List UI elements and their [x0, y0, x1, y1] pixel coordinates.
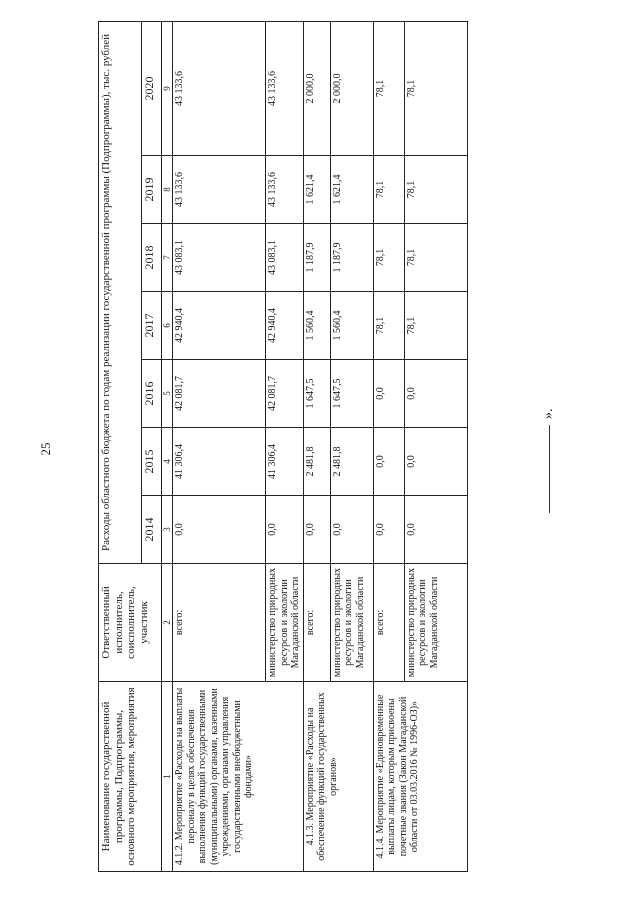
value-cell: 41 306,4 — [266, 428, 304, 496]
column-number: 5 — [162, 360, 173, 428]
value-cell: 78,1 — [404, 292, 467, 360]
header-name: Наименование государственной программы, Подпрограммы, основного мероприятия, мероприятия — [99, 682, 162, 872]
table-row — [303, 21, 330, 871]
value-cell: 1 560,4 — [330, 292, 373, 360]
value-cell: 0,0 — [373, 428, 404, 496]
activity-name: 4.1.2. Мероприятие «Расходы на выплаты персоналу в целях обеспечения выполнения функций государственными (муниципальными) органами, казенными учреждениями, органами управления государственными внебюджетными фондами» — [173, 682, 304, 872]
value-cell: 0,0 — [373, 360, 404, 428]
value-cell: 78,1 — [373, 224, 404, 292]
value-cell: 0,0 — [404, 428, 467, 496]
responsible-cell: всего: — [373, 564, 404, 682]
value-cell: 43 083,1 — [266, 224, 304, 292]
value-cell: 78,1 — [373, 21, 404, 155]
responsible-cell: всего: — [173, 564, 266, 682]
responsible-cell: министерство природных ресурсов и экологии Магаданской области — [266, 564, 304, 682]
responsible-cell: всего: — [303, 564, 330, 682]
value-cell: 0,0 — [330, 496, 373, 564]
closing-mark-area — [541, 0, 555, 905]
column-number: 1 — [162, 682, 173, 872]
table-row — [373, 21, 404, 871]
header-year: 2018 — [142, 224, 162, 292]
value-cell: 1 647,5 — [303, 360, 330, 428]
value-cell: 78,1 — [373, 156, 404, 224]
header-responsible: Ответственный исполнитель, соисполнитель, участник — [99, 564, 162, 682]
responsible-cell: министерство природных ресурсов и экологии Магаданской области — [330, 564, 373, 682]
header-year: 2020 — [142, 21, 162, 155]
value-cell: 43 133,6 — [266, 21, 304, 155]
value-cell: 1 621,4 — [330, 156, 373, 224]
value-cell: 42 940,4 — [173, 292, 266, 360]
value-cell: 78,1 — [404, 156, 467, 224]
header-year: 2016 — [142, 360, 162, 428]
activity-name: 4.1.4. Мероприятие «Единовременные выплаты лицам, которым присвоены почетные звания (Закон Магаданской области от 03.03.2016 № 1996-ОЗ)» — [373, 682, 467, 872]
value-cell: 2 000,0 — [303, 21, 330, 155]
responsible-cell: министерство природных ресурсов и экологии Магаданской области — [404, 564, 467, 682]
value-cell: 78,1 — [404, 224, 467, 292]
column-number-row — [162, 21, 173, 871]
closing-quote: ». — [541, 408, 556, 419]
column-number: 9 — [162, 21, 173, 155]
value-cell: 43 133,6 — [173, 21, 266, 155]
value-cell: 2 481,8 — [303, 428, 330, 496]
table-row — [173, 21, 266, 871]
value-cell: 42 940,4 — [266, 292, 304, 360]
budget-table — [98, 21, 468, 872]
value-cell: 1 647,5 — [330, 360, 373, 428]
value-cell: 43 083,1 — [173, 224, 266, 292]
value-cell: 2 000,0 — [330, 21, 373, 155]
value-cell: 2 481,8 — [330, 428, 373, 496]
value-cell: 1 621,4 — [303, 156, 330, 224]
header-year: 2019 — [142, 156, 162, 224]
value-cell: 42 081,7 — [173, 360, 266, 428]
value-cell: 78,1 — [404, 21, 467, 155]
header-expenses: Расходы областного бюджета по годам реализации государственной программы (Подпрограммы), тыс. рублей — [99, 21, 142, 563]
column-number: 3 — [162, 496, 173, 564]
value-cell: 0,0 — [404, 360, 467, 428]
value-cell: 41 306,4 — [173, 428, 266, 496]
value-cell: 78,1 — [373, 292, 404, 360]
header-year: 2015 — [142, 428, 162, 496]
closing-rule — [549, 425, 550, 513]
column-number: 7 — [162, 224, 173, 292]
value-cell: 0,0 — [303, 496, 330, 564]
value-cell: 1 560,4 — [303, 292, 330, 360]
rotated-table-wrapper — [98, 22, 470, 872]
page-number: 25 — [38, 442, 53, 456]
value-cell: 1 187,9 — [303, 224, 330, 292]
header-year: 2014 — [142, 496, 162, 564]
value-cell: 42 081,7 — [266, 360, 304, 428]
header-year: 2017 — [142, 292, 162, 360]
column-number: 4 — [162, 428, 173, 496]
column-number: 8 — [162, 156, 173, 224]
value-cell: 1 187,9 — [330, 224, 373, 292]
value-cell: 0,0 — [373, 496, 404, 564]
column-number: 2 — [162, 564, 173, 682]
value-cell: 43 133,6 — [173, 156, 266, 224]
value-cell: 0,0 — [266, 496, 304, 564]
column-number: 6 — [162, 292, 173, 360]
value-cell: 0,0 — [404, 496, 467, 564]
value-cell: 0,0 — [173, 496, 266, 564]
value-cell: 43 133,6 — [266, 156, 304, 224]
activity-name: 4.1.3. Мероприятие «Расходы на обеспечение функций государственных органов» — [303, 682, 373, 872]
